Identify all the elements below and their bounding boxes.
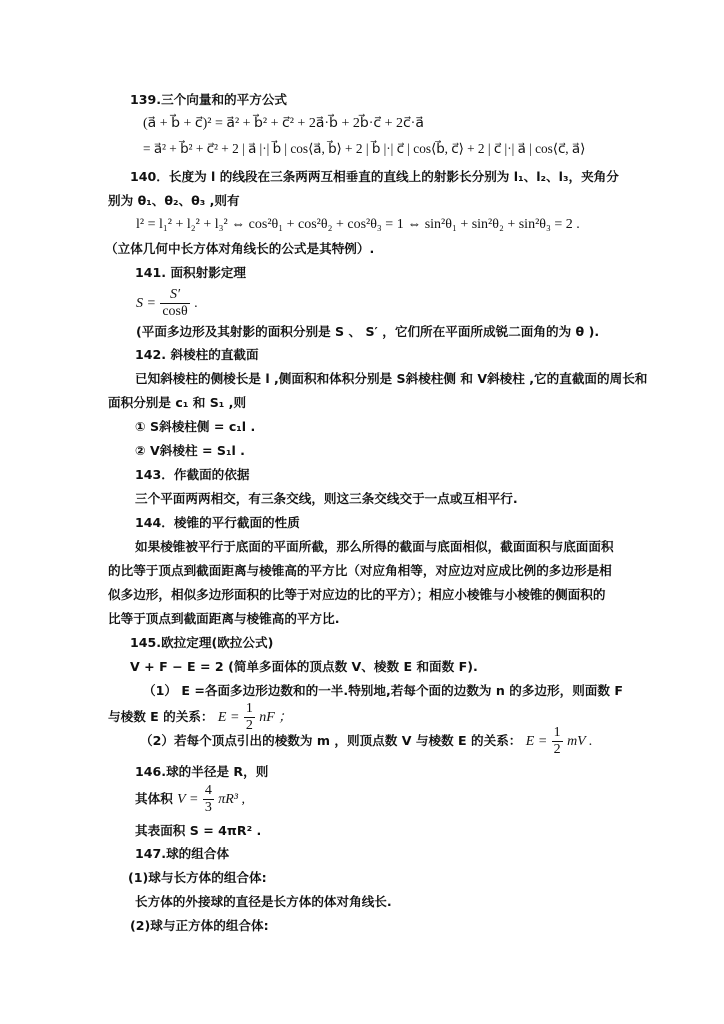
section-145-item2 xyxy=(140,721,592,762)
relation1-numerator: 1 xyxy=(245,701,253,716)
volume-prefix: 其体积 xyxy=(135,791,173,806)
relation1-rhs: nF ； xyxy=(259,710,293,725)
formula-141-period: . xyxy=(194,296,198,311)
section-139-title: 139.三个向量和的平方公式 xyxy=(130,92,288,107)
section-142-text1: 已知斜棱柱的侧棱长是 l ,侧面积和体积分别是 S斜棱柱侧 和 V斜棱柱 ,它的直截面的周长和 xyxy=(135,371,648,386)
relation2-rhs: mV . xyxy=(567,734,593,749)
formula-141-fraction xyxy=(160,287,189,320)
section-144-text2: 的比等于顶点到截面距离与棱锥高的平方比（对应角相等，对应边对应成比例的多边形是相 xyxy=(108,563,612,578)
section-140-note: （立体几何中长方体对角线长的公式是其特例）. xyxy=(105,241,375,256)
formula-141-numerator: S′ xyxy=(160,287,189,304)
formula-140: l² = l₁² + l₂² + l₃² ⇔ cos²θ₁ + cos²θ₂ + cos²θ₃ = 1 ⇔ sin²θ₁ + sin²θ₂ + sin²θ₃ = 2 . xyxy=(136,217,580,232)
formula-141-lhs: S = xyxy=(136,296,156,311)
section-146-volume xyxy=(135,779,245,820)
relation2-lhs: E = xyxy=(525,734,548,749)
section-147-title: 147.球的组合体 xyxy=(135,846,230,861)
section-143-text: 三个平面两两相交，有三条交线，则这三条交线交于一点或互相平行. xyxy=(135,491,518,506)
section-145-item1: （1） E =各面多边形边数和的一半.特别地,若每个面的边数为 n 的多边形，则面数 F xyxy=(143,683,623,698)
relation1-denominator: 2 xyxy=(245,718,253,733)
formula-139-line2: = a⃗² + b⃗² + c⃗² + 2 | a⃗ |·| b⃗ | cos⟨a⃗, b⃗⟩ + 2 | b⃗ |·| c⃗ | cos⟨b⃗, c⃗⟩ + 2 | c⃗ |·| a⃗ | cos⟨c⃗, a⃗⟩ xyxy=(143,141,586,156)
formula-141 xyxy=(136,286,198,321)
formula-141-denominator: cosθ xyxy=(162,304,188,319)
relation2-prefix: （2）若每个顶点引出的棱数为 m ，则顶点数 V 与棱数 E 的关系： xyxy=(140,733,522,748)
section-140-text1: 140．长度为 l 的线段在三条两两互相垂直的直线上的射影长分别为 l₁、l₂、l₃，夹角分 xyxy=(130,169,619,184)
relation2-fraction xyxy=(552,725,563,758)
section-147-item1-text: 长方体的外接球的直径是长方体的体对角线长. xyxy=(135,894,392,909)
section-144-text1: 如果棱锥被平行于底面的平面所截，那么所得的截面与底面相似，截面面积与底面面积 xyxy=(135,539,614,554)
section-144-text4: 比等于顶点到截面距离与棱锥高的平方比. xyxy=(108,611,340,626)
section-142-title: 142. 斜棱柱的直截面 xyxy=(135,347,259,362)
section-144-title: 144．棱锥的平行截面的性质 xyxy=(135,515,300,530)
section-141-note: (平面多边形及其射影的面积分别是 S 、 S′ ，它们所在平面所成锐二面角的为 θ ). xyxy=(136,324,600,339)
section-143-title: 143．作截面的依据 xyxy=(135,467,250,482)
section-142-text2: 面积分别是 c₁ 和 S₁ ,则 xyxy=(108,395,247,410)
section-141-title: 141. 面积射影定理 xyxy=(135,265,247,280)
relation1-prefix: 与棱数 E 的关系： xyxy=(108,709,214,724)
section-146-title: 146.球的半径是 R，则 xyxy=(135,764,269,779)
volume-numerator: 4 xyxy=(204,783,212,798)
volume-lhs: V = xyxy=(177,792,199,807)
section-146-surface: 其表面积 S = 4πR² . xyxy=(135,823,262,838)
formula-139-line1: (a⃗ + b⃗ + c⃗)² = a⃗² + b⃗² + c⃗² + 2a⃗·b⃗ + 2b⃗·c⃗ + 2c⃗·a⃗ xyxy=(143,116,424,131)
relation2-numerator: 1 xyxy=(553,725,561,740)
section-142-item2: ② V斜棱柱 = S₁l . xyxy=(135,443,245,458)
section-144-text3: 似多边形，相似多边形面积的比等于对应边的比的平方）；相应小棱锥与小棱锥的侧面积的 xyxy=(108,587,606,602)
section-142-item1: ① S斜棱柱侧 = c₁l . xyxy=(135,419,256,434)
section-147-item2: (2)球与正方体的组合体: xyxy=(130,918,269,933)
section-140-text2: 别为 θ₁、θ₂、θ₃ ,则有 xyxy=(108,193,240,208)
relation1-lhs: E = xyxy=(217,710,240,725)
section-147-item1: (1)球与长方体的组合体: xyxy=(128,870,267,885)
section-145-formula: V + F − E = 2 (简单多面体的顶点数 V、棱数 E 和面数 F). xyxy=(130,659,478,674)
section-145-title: 145.欧拉定理(欧拉公式) xyxy=(130,635,274,650)
volume-rhs: πR³ , xyxy=(218,792,245,807)
relation2-denominator: 2 xyxy=(553,742,561,757)
volume-denominator: 3 xyxy=(204,800,212,815)
volume-fraction xyxy=(203,783,214,816)
